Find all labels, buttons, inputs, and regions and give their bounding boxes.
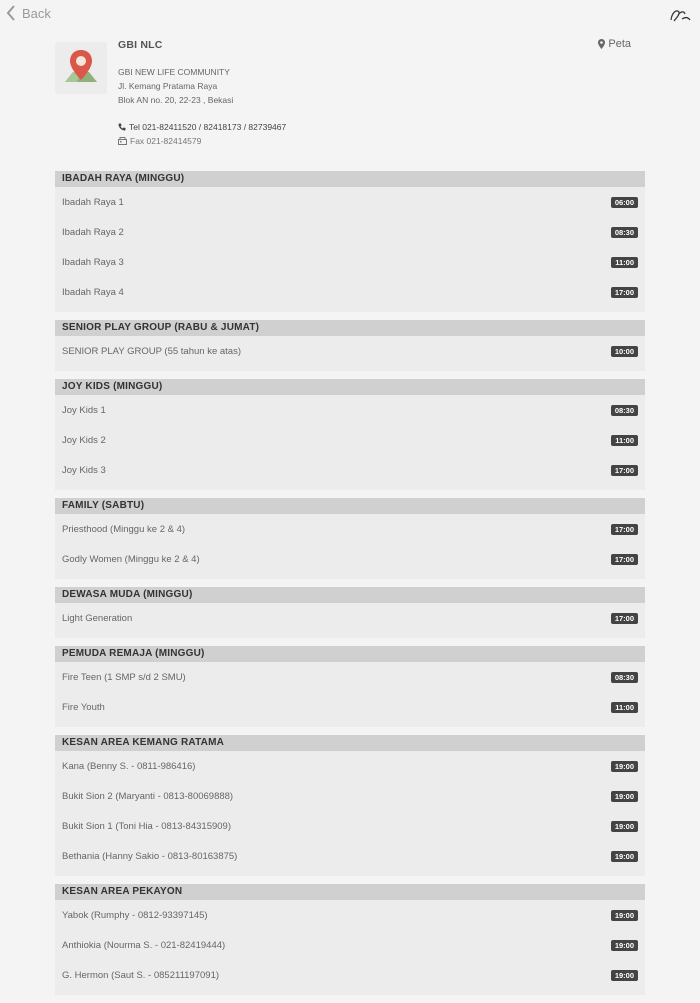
- section-header: KESAN AREA KEMANG RATAMA: [55, 735, 645, 751]
- back-button[interactable]: [6, 5, 51, 21]
- schedule-item[interactable]: [55, 425, 645, 455]
- time-badge: 19:00: [611, 821, 638, 832]
- item-label: Joy Kids 2: [62, 434, 106, 446]
- schedule-item[interactable]: [55, 662, 645, 692]
- section-header: IBADAH RAYA (MINGGU): [55, 171, 645, 187]
- schedule-section: [55, 171, 645, 312]
- schedule-section: [55, 735, 645, 876]
- section-header: JOY KIDS (MINGGU): [55, 379, 645, 395]
- address-line: Jl. Kemang Pratama Raya: [118, 81, 218, 91]
- map-link-label: Peta: [608, 38, 631, 50]
- schedule-item[interactable]: [55, 187, 645, 217]
- time-badge: 10:00: [611, 346, 638, 357]
- time-badge: 17:00: [611, 287, 638, 298]
- time-badge: 17:00: [611, 554, 638, 565]
- section-header: PEMUDA REMAJA (MINGGU): [55, 646, 645, 662]
- chevron-left-icon: [6, 5, 16, 21]
- schedule-item[interactable]: [55, 603, 645, 633]
- schedule-item[interactable]: [55, 692, 645, 722]
- item-label: Priesthood (Minggu ke 2 & 4): [62, 523, 186, 535]
- time-badge: 08:30: [611, 672, 638, 683]
- address-line: GBI NEW LIFE COMMUNITY: [118, 67, 230, 77]
- schedule-section: [55, 646, 645, 727]
- schedule-item[interactable]: [55, 900, 645, 930]
- item-label: Kana (Benny S. - 0811-986416): [62, 760, 196, 772]
- phone-row[interactable]: [118, 120, 286, 134]
- schedule-list: [55, 171, 645, 1003]
- time-badge: 19:00: [611, 910, 638, 921]
- schedule-item[interactable]: [55, 277, 645, 307]
- schedule-section: [55, 379, 645, 490]
- schedule-section: [55, 884, 645, 995]
- item-label: Ibadah Raya 3: [62, 256, 124, 268]
- schedule-item[interactable]: [55, 841, 645, 871]
- phone-number: Tel 021-82411520 / 82418173 / 82739467: [129, 122, 287, 132]
- church-contacts: [118, 120, 286, 148]
- schedule-item[interactable]: [55, 455, 645, 485]
- app-logo-icon: [668, 6, 692, 24]
- item-label: Ibadah Raya 4: [62, 286, 124, 298]
- time-badge: 08:30: [611, 227, 638, 238]
- schedule-item[interactable]: [55, 960, 645, 990]
- top-bar: [0, 0, 700, 30]
- schedule-item[interactable]: [55, 781, 645, 811]
- item-label: SENIOR PLAY GROUP (55 tahun ke atas): [62, 345, 241, 357]
- item-label: Bukit Sion 1 (Toni Hia - 0813-84315909): [62, 820, 231, 832]
- item-label: Bukit Sion 2 (Maryanti - 0813-80069888): [62, 790, 234, 802]
- schedule-item[interactable]: [55, 395, 645, 425]
- church-info: [55, 38, 645, 158]
- section-header: FAMILY (SABTU): [55, 498, 645, 514]
- fax-icon: [118, 137, 127, 145]
- schedule-section: [55, 587, 645, 638]
- time-badge: 11:00: [611, 257, 638, 268]
- section-header: KESAN AREA PEKAYON: [55, 884, 645, 900]
- map-link[interactable]: [598, 38, 631, 50]
- item-label: Fire Teen (1 SMP s/d 2 SMU): [62, 671, 186, 683]
- section-header: SENIOR PLAY GROUP (RABU & JUMAT): [55, 320, 645, 336]
- schedule-item[interactable]: [55, 544, 645, 574]
- time-badge: 17:00: [611, 524, 638, 535]
- time-badge: 19:00: [611, 940, 638, 951]
- schedule-item[interactable]: [55, 217, 645, 247]
- time-badge: 19:00: [611, 791, 638, 802]
- item-label: Godly Women (Minggu ke 2 & 4): [62, 553, 200, 565]
- item-label: Light Generation: [62, 612, 133, 624]
- map-marker-icon: [598, 39, 605, 49]
- schedule-item[interactable]: [55, 514, 645, 544]
- schedule-item[interactable]: [55, 751, 645, 781]
- time-badge: 19:00: [611, 761, 638, 772]
- location-pin-icon: [55, 42, 107, 94]
- time-badge: 08:30: [611, 405, 638, 416]
- schedule-item[interactable]: [55, 247, 645, 277]
- item-label: Yabok (Rumphy - 0812-93397145): [62, 909, 208, 921]
- address-line: Blok AN no. 20, 22-23 , Bekasi: [118, 95, 234, 105]
- item-label: Bethania (Hanny Sakio - 0813-80163875): [62, 850, 238, 862]
- time-badge: 06:00: [611, 197, 638, 208]
- schedule-section: [55, 320, 645, 371]
- schedule-section: [55, 498, 645, 579]
- time-badge: 19:00: [611, 851, 638, 862]
- church-name: GBI NLC: [118, 39, 163, 51]
- fax-number: Fax 021-82414579: [130, 136, 202, 146]
- back-label: Back: [22, 5, 51, 21]
- item-label: Fire Youth: [62, 701, 105, 713]
- time-badge: 17:00: [611, 613, 638, 624]
- schedule-item[interactable]: [55, 930, 645, 960]
- item-label: G. Hermon (Saut S. - 085211197091): [62, 969, 220, 981]
- time-badge: 11:00: [611, 435, 638, 446]
- section-header: DEWASA MUDA (MINGGU): [55, 587, 645, 603]
- item-label: Ibadah Raya 2: [62, 226, 124, 238]
- time-badge: 17:00: [611, 465, 638, 476]
- item-label: Anthiokia (Nourma S. - 021-82419444): [62, 939, 226, 951]
- time-badge: 11:00: [611, 702, 638, 713]
- schedule-item[interactable]: [55, 336, 645, 366]
- item-label: Joy Kids 3: [62, 464, 106, 476]
- item-label: Joy Kids 1: [62, 404, 106, 416]
- schedule-item[interactable]: [55, 811, 645, 841]
- time-badge: 19:00: [611, 970, 638, 981]
- church-address: [118, 65, 233, 107]
- item-label: Ibadah Raya 1: [62, 196, 124, 208]
- phone-icon: [118, 123, 126, 131]
- fax-row: [118, 134, 286, 148]
